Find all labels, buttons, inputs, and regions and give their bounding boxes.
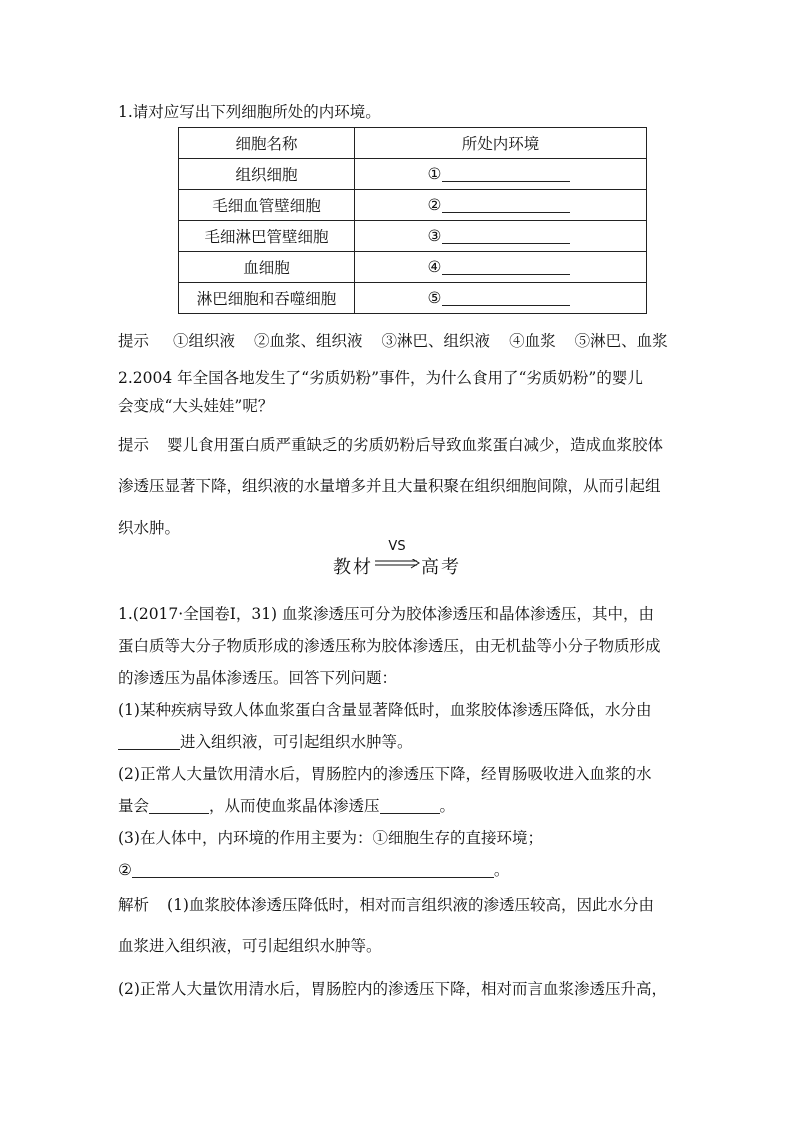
answer-blank bbox=[132, 861, 494, 878]
heading-textbook: 教材 bbox=[333, 557, 373, 578]
cell-name: 淋巴细胞和吞噬细胞 bbox=[179, 283, 355, 314]
exam-part-3-continued bbox=[118, 859, 509, 881]
hint-paragraph-line: 渗透压显著下降，组织液的水量增多并且大量积聚在组织细胞间隙，从而引起组 bbox=[118, 477, 661, 495]
answer-mark: ⑤ bbox=[427, 289, 442, 307]
cell-name: 血细胞 bbox=[179, 252, 355, 283]
cell-name: 毛细淋巴管壁细胞 bbox=[179, 221, 355, 252]
blank-line bbox=[442, 196, 570, 213]
answer-mark: ③ bbox=[427, 227, 442, 245]
table-header-row bbox=[179, 128, 647, 159]
analysis-line bbox=[118, 894, 654, 916]
question-2-line: 会变成“大头娃娃”呢？ bbox=[118, 397, 274, 415]
table-row bbox=[179, 190, 647, 221]
exam-part-2-continued bbox=[118, 795, 455, 817]
exam-part-2: (2)正常人大量饮用清水后，胃肠腔内的渗透压下降，经胃肠吸收进入血浆的水 bbox=[118, 765, 652, 783]
table-header-cell-name: 细胞名称 bbox=[179, 128, 355, 159]
hint-text: 婴儿食用蛋白质严重缺乏的劣质奶粉后导致血浆蛋白减少，造成血浆胶体 bbox=[167, 436, 664, 454]
exam-text: 量会 bbox=[118, 797, 150, 815]
hint-label: 提示 bbox=[118, 436, 150, 454]
blank-line bbox=[442, 289, 570, 306]
exam-part-1: (1)某种疾病导致人体血浆蛋白含量显著降低时，血浆胶体渗透压降低，水分由 bbox=[118, 701, 652, 719]
table-row bbox=[179, 221, 647, 252]
hint-label: 提示 bbox=[118, 332, 150, 350]
exam-intro-line: 的渗透压为晶体渗透压。回答下列问题： bbox=[118, 669, 398, 687]
answer-mark: ④ bbox=[427, 258, 442, 276]
section-heading bbox=[0, 539, 794, 579]
hint-item: ⑤淋巴、血浆 bbox=[574, 332, 668, 350]
hint-paragraph-line: 织水肿。 bbox=[118, 519, 181, 537]
table-row bbox=[179, 159, 647, 190]
table-row bbox=[179, 252, 647, 283]
cell-environment-table bbox=[178, 127, 647, 314]
exam-text: ，从而使血浆晶体渗透压 bbox=[209, 797, 380, 815]
hint-item: ③淋巴、组织液 bbox=[381, 332, 491, 350]
table-header-environment: 所处内环境 bbox=[354, 128, 646, 159]
exam-text: ② bbox=[118, 861, 132, 879]
answer-blank bbox=[427, 227, 573, 245]
cell-name: 毛细血管壁细胞 bbox=[179, 190, 355, 221]
exam-text: 进入组织液，可引起组织水肿等。 bbox=[180, 733, 413, 751]
exam-text: 。 bbox=[439, 797, 456, 815]
blank-line bbox=[442, 258, 570, 275]
analysis-line: (2)正常人大量饮用清水后，胃肠腔内的渗透压下降，相对而言血浆渗透压升高， bbox=[118, 980, 667, 998]
double-arrow-icon bbox=[373, 559, 421, 569]
answer-blank bbox=[149, 797, 209, 814]
heading-exam: 高考 bbox=[421, 557, 461, 578]
vs-arrow bbox=[373, 539, 421, 575]
hint-item: ①组织液 bbox=[173, 332, 236, 350]
hint-item: ④血浆 bbox=[509, 332, 556, 350]
answer-mark: ② bbox=[427, 196, 442, 214]
blank-line bbox=[442, 165, 570, 182]
exam-text: 。 bbox=[493, 861, 510, 879]
question-2-line: 2.2004 年全国各地发生了“劣质奶粉”事件，为什么食用了“劣质奶粉”的婴儿 bbox=[118, 369, 643, 387]
hint-item: ②血浆、组织液 bbox=[254, 332, 363, 350]
hint-answers bbox=[118, 330, 687, 352]
analysis-line: 血浆进入组织液，可引起组织水肿等。 bbox=[118, 937, 382, 955]
question-1-title: 1.请对应写出下列细胞所处的内环境。 bbox=[118, 103, 381, 121]
answer-blank bbox=[427, 196, 573, 214]
answer-mark: ① bbox=[427, 165, 442, 183]
cell-name: 组织细胞 bbox=[179, 159, 355, 190]
answer-blank bbox=[427, 258, 573, 276]
exam-part-3: (3)在人体中，内环境的作用主要为：①细胞生存的直接环境； bbox=[118, 829, 543, 847]
analysis-text: (1)血浆胶体渗透压降低时，相对而言组织液的渗透压较高，因此水分由 bbox=[167, 896, 654, 914]
table-row bbox=[179, 283, 647, 314]
vs-label: VS bbox=[388, 539, 406, 554]
analysis-label: 解析 bbox=[118, 896, 150, 914]
answer-blank bbox=[380, 797, 440, 814]
answer-blank bbox=[427, 289, 573, 307]
exam-intro-line: 蛋白质等大分子物质形成的渗透压称为胶体渗透压，由无机盐等小分子物质形成 bbox=[118, 637, 661, 655]
hint-paragraph-line bbox=[118, 434, 663, 456]
blank-line bbox=[442, 227, 570, 244]
answer-blank bbox=[118, 733, 180, 750]
exam-intro-line: 1.(2017·全国卷Ⅰ，31) 血浆渗透压可分为胶体渗透压和晶体渗透压，其中，由 bbox=[118, 605, 655, 623]
exam-part-1-continued bbox=[118, 731, 413, 753]
answer-blank bbox=[427, 165, 573, 183]
